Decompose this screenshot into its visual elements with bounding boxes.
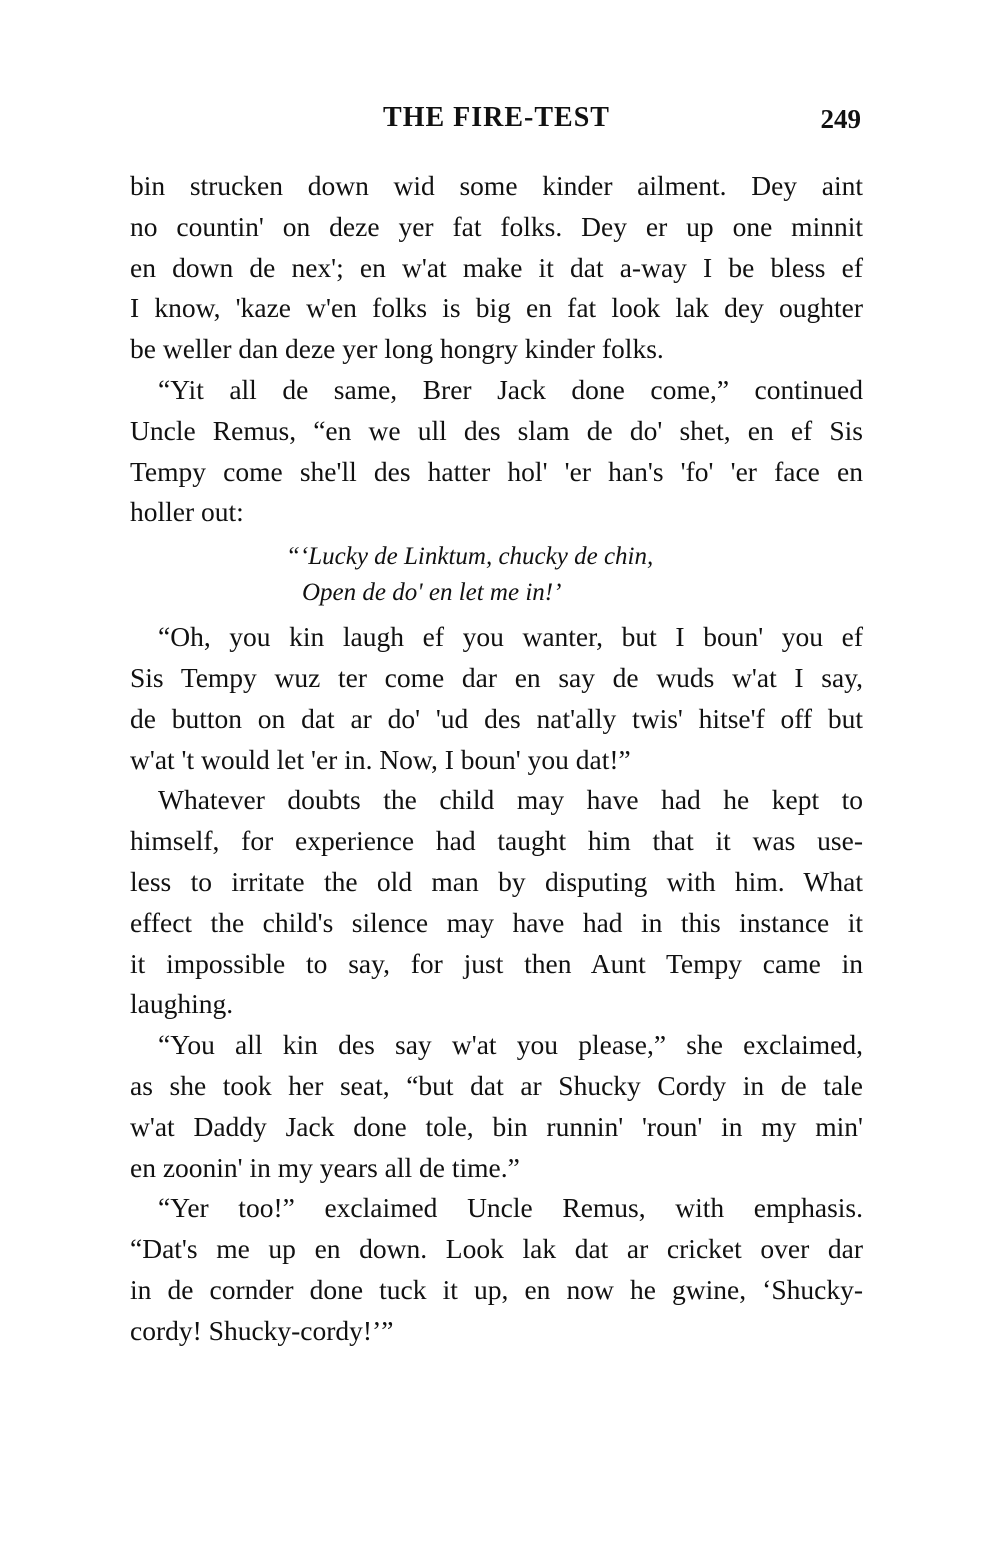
- text-line: Uncle Remus, “en we ull des slam de do' shet, en ef Sis: [130, 414, 863, 446]
- text-line: Sis Tempy wuz ter come dar en say de wuds w'at I say,: [130, 661, 863, 693]
- verse: [130, 539, 863, 611]
- running-head: [130, 102, 863, 142]
- verse-line: “‘Lucky de Linktum, chucky de chin,: [286, 543, 654, 571]
- text-line: “Dat's me up en down. Look lak dat ar cricket over dar: [130, 1233, 863, 1265]
- text-line: cordy! Shucky-cordy!’”: [130, 1314, 394, 1346]
- text-line: w'at 't would let 'er in. Now, I boun' you dat!”: [130, 743, 631, 775]
- text-line: laughing.: [130, 988, 234, 1020]
- text-line: “Yit all de same, Brer Jack done come,” continued: [158, 373, 863, 405]
- text-line: no countin' on deze yer fat folks. Dey er up one minnit: [130, 210, 863, 242]
- text-line: be weller dan deze yer long hongry kinder folks.: [130, 333, 664, 365]
- text-line: in de cornder done tuck it up, en now he gwine, ‘Shucky-: [130, 1273, 863, 1305]
- text-line: holler out:: [130, 496, 244, 528]
- text-line: “Oh, you kin laugh ef you wanter, but I boun' you ef: [158, 621, 863, 653]
- text-line: less to irritate the old man by disputing with him. What: [130, 865, 863, 897]
- body-text: [130, 166, 863, 1352]
- text-line: himself, for experience had taught him that it was use-: [130, 825, 863, 857]
- verse-line: Open de do' en let me in!’: [302, 579, 562, 607]
- page-number: 249: [820, 104, 861, 134]
- text-line: it impossible to say, for just then Aunt Tempy came in: [130, 947, 863, 979]
- text-line: effect the child's silence may have had in this instance it: [130, 906, 863, 938]
- text-line: w'at Daddy Jack done tole, bin runnin' 'roun' in my min': [130, 1110, 863, 1142]
- running-title: THE FIRE-TEST: [383, 102, 610, 133]
- text-line: de button on dat ar do' 'ud des nat'ally twis' hitse'f off but: [130, 702, 863, 734]
- text-line: en down de nex'; en w'at make it dat a-way I be bless ef: [130, 251, 863, 283]
- text-line: en zoonin' in my years all de time.”: [130, 1151, 520, 1183]
- text-line: “Yer too!” exclaimed Uncle Remus, with emphasis.: [158, 1192, 863, 1224]
- text-line: Tempy come she'll des hatter hol' 'er han's 'fo' 'er face en: [130, 455, 863, 487]
- text-line: “You all kin des say w'at you please,” she exclaimed,: [158, 1029, 863, 1061]
- text-line: I know, 'kaze w'en folks is big en fat look lak dey oughter: [130, 292, 863, 324]
- text-line: bin strucken down wid some kinder ailment. Dey aint: [130, 170, 863, 201]
- text-line: Whatever doubts the child may have had he kept to: [158, 784, 863, 816]
- text-line: as she took her seat, “but dat ar Shucky Cordy in de tale: [130, 1069, 863, 1101]
